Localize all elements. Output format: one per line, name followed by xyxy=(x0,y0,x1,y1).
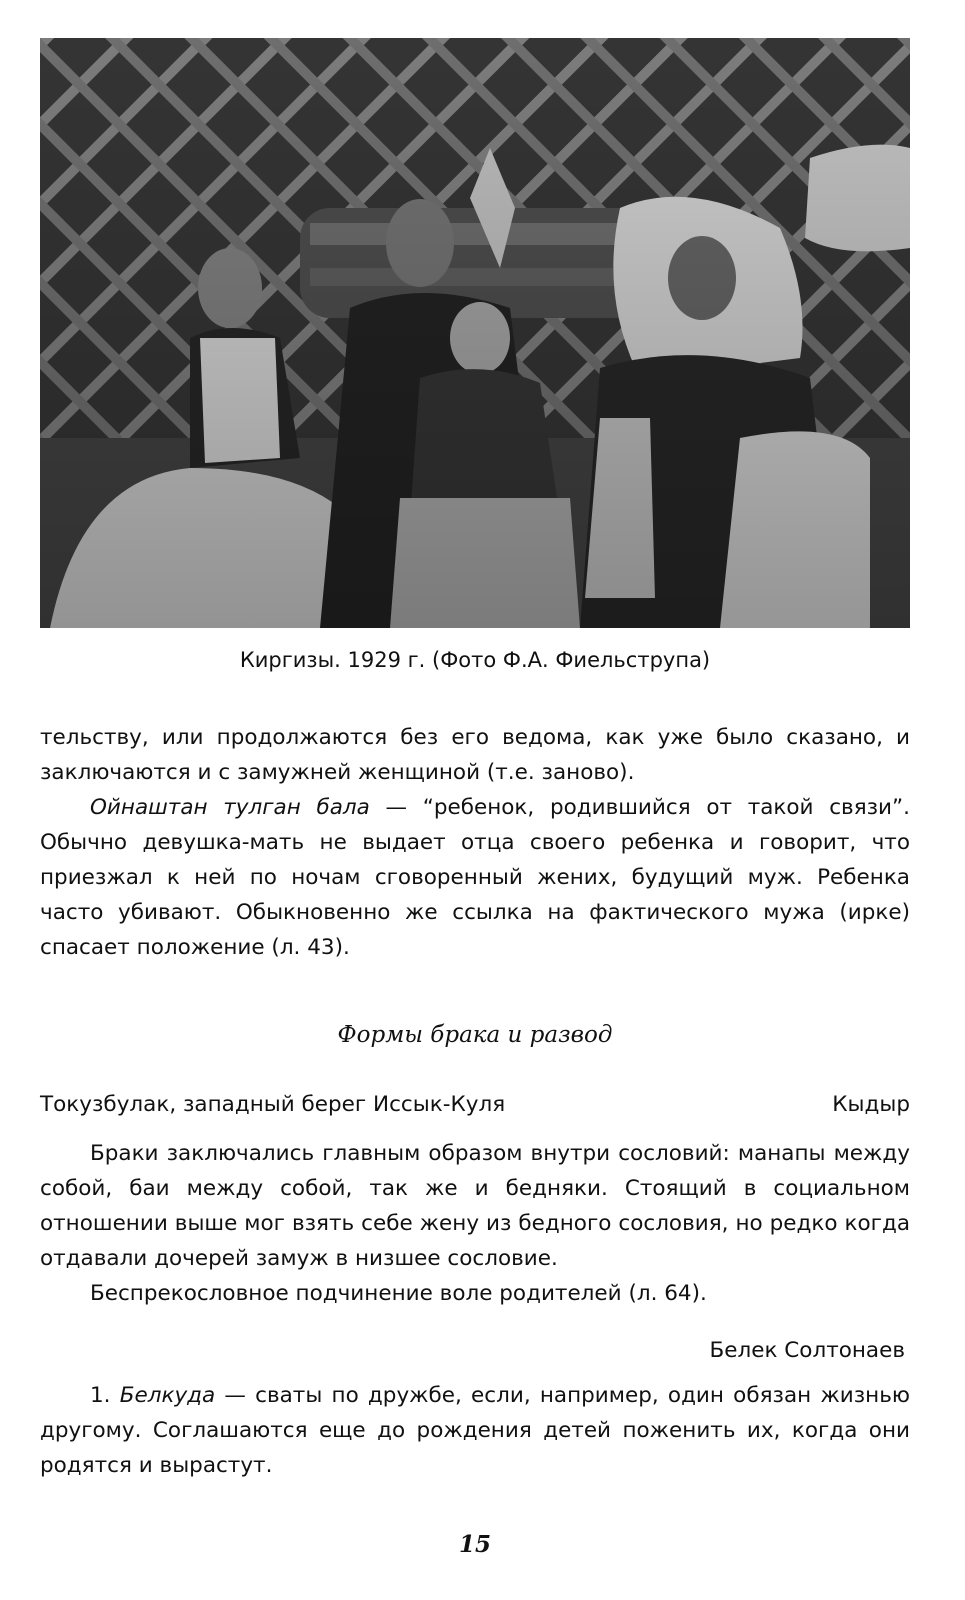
informant-name-1: Кыдыр xyxy=(832,1092,910,1117)
paragraph-4-text: Беспрекословное подчинение воле родителей (л. 64). xyxy=(90,1281,707,1306)
photo-caption: Киргизы. 1929 г. (Фото Ф.А. Фиельструпа) xyxy=(239,648,711,672)
paragraph-5-body: — сваты по дружбе, если, например, один обязан жизнью другому. Соглашаются еще до рождения детей поженить их, когда они родятся и вырастут. xyxy=(40,1383,910,1478)
paragraph-4 xyxy=(40,1276,910,1311)
place-name: Токузбулак, западный берег Иссык-Куля xyxy=(40,1092,506,1117)
paragraph-3-text: Браки заключались главным образом внутри сословий: манапы между собой, баи между собой, так же и бедняки. Стоящий в социальном отношении выше мог взять себе жену из бедного сословия, но редко когда отдавали дочерей замуж в низшее сословие. xyxy=(40,1141,910,1271)
paragraph-2-text xyxy=(40,790,910,965)
paragraph-2 xyxy=(40,790,910,965)
paragraph-5 xyxy=(40,1378,910,1483)
paragraph-5-text xyxy=(40,1378,910,1483)
informant-name-2: Белек Солтонаев xyxy=(709,1338,905,1363)
paragraph-3 xyxy=(40,1136,910,1276)
paragraph-1-text: тельству, или продолжаются без его ведома, как уже было сказано, и заключаются и с замужней женщиной (т.е. заново). xyxy=(40,725,910,785)
section-heading: Формы брака и развод xyxy=(337,1022,613,1048)
photograph xyxy=(40,38,910,628)
paragraph-1 xyxy=(40,720,910,790)
term-oinashtan: Ойнаштан тулган бала xyxy=(90,795,370,820)
term-belkuda: Белкуда xyxy=(119,1383,216,1408)
page-number: 15 xyxy=(458,1531,491,1558)
item-number: 1. xyxy=(90,1383,120,1408)
paragraph-2-body: — “ребенок, родившийся от такой связи”. Обычно девушка-мать не выдает отца своего ребенка и говорит, что приезжал к ней по ночам сговоренный жених, будущий муж. Ребенка часто убивают. Обыкновенно же ссылка на фактического мужа (ирке) спасает положение (л. 43). xyxy=(40,795,910,960)
photo-image xyxy=(40,38,910,628)
